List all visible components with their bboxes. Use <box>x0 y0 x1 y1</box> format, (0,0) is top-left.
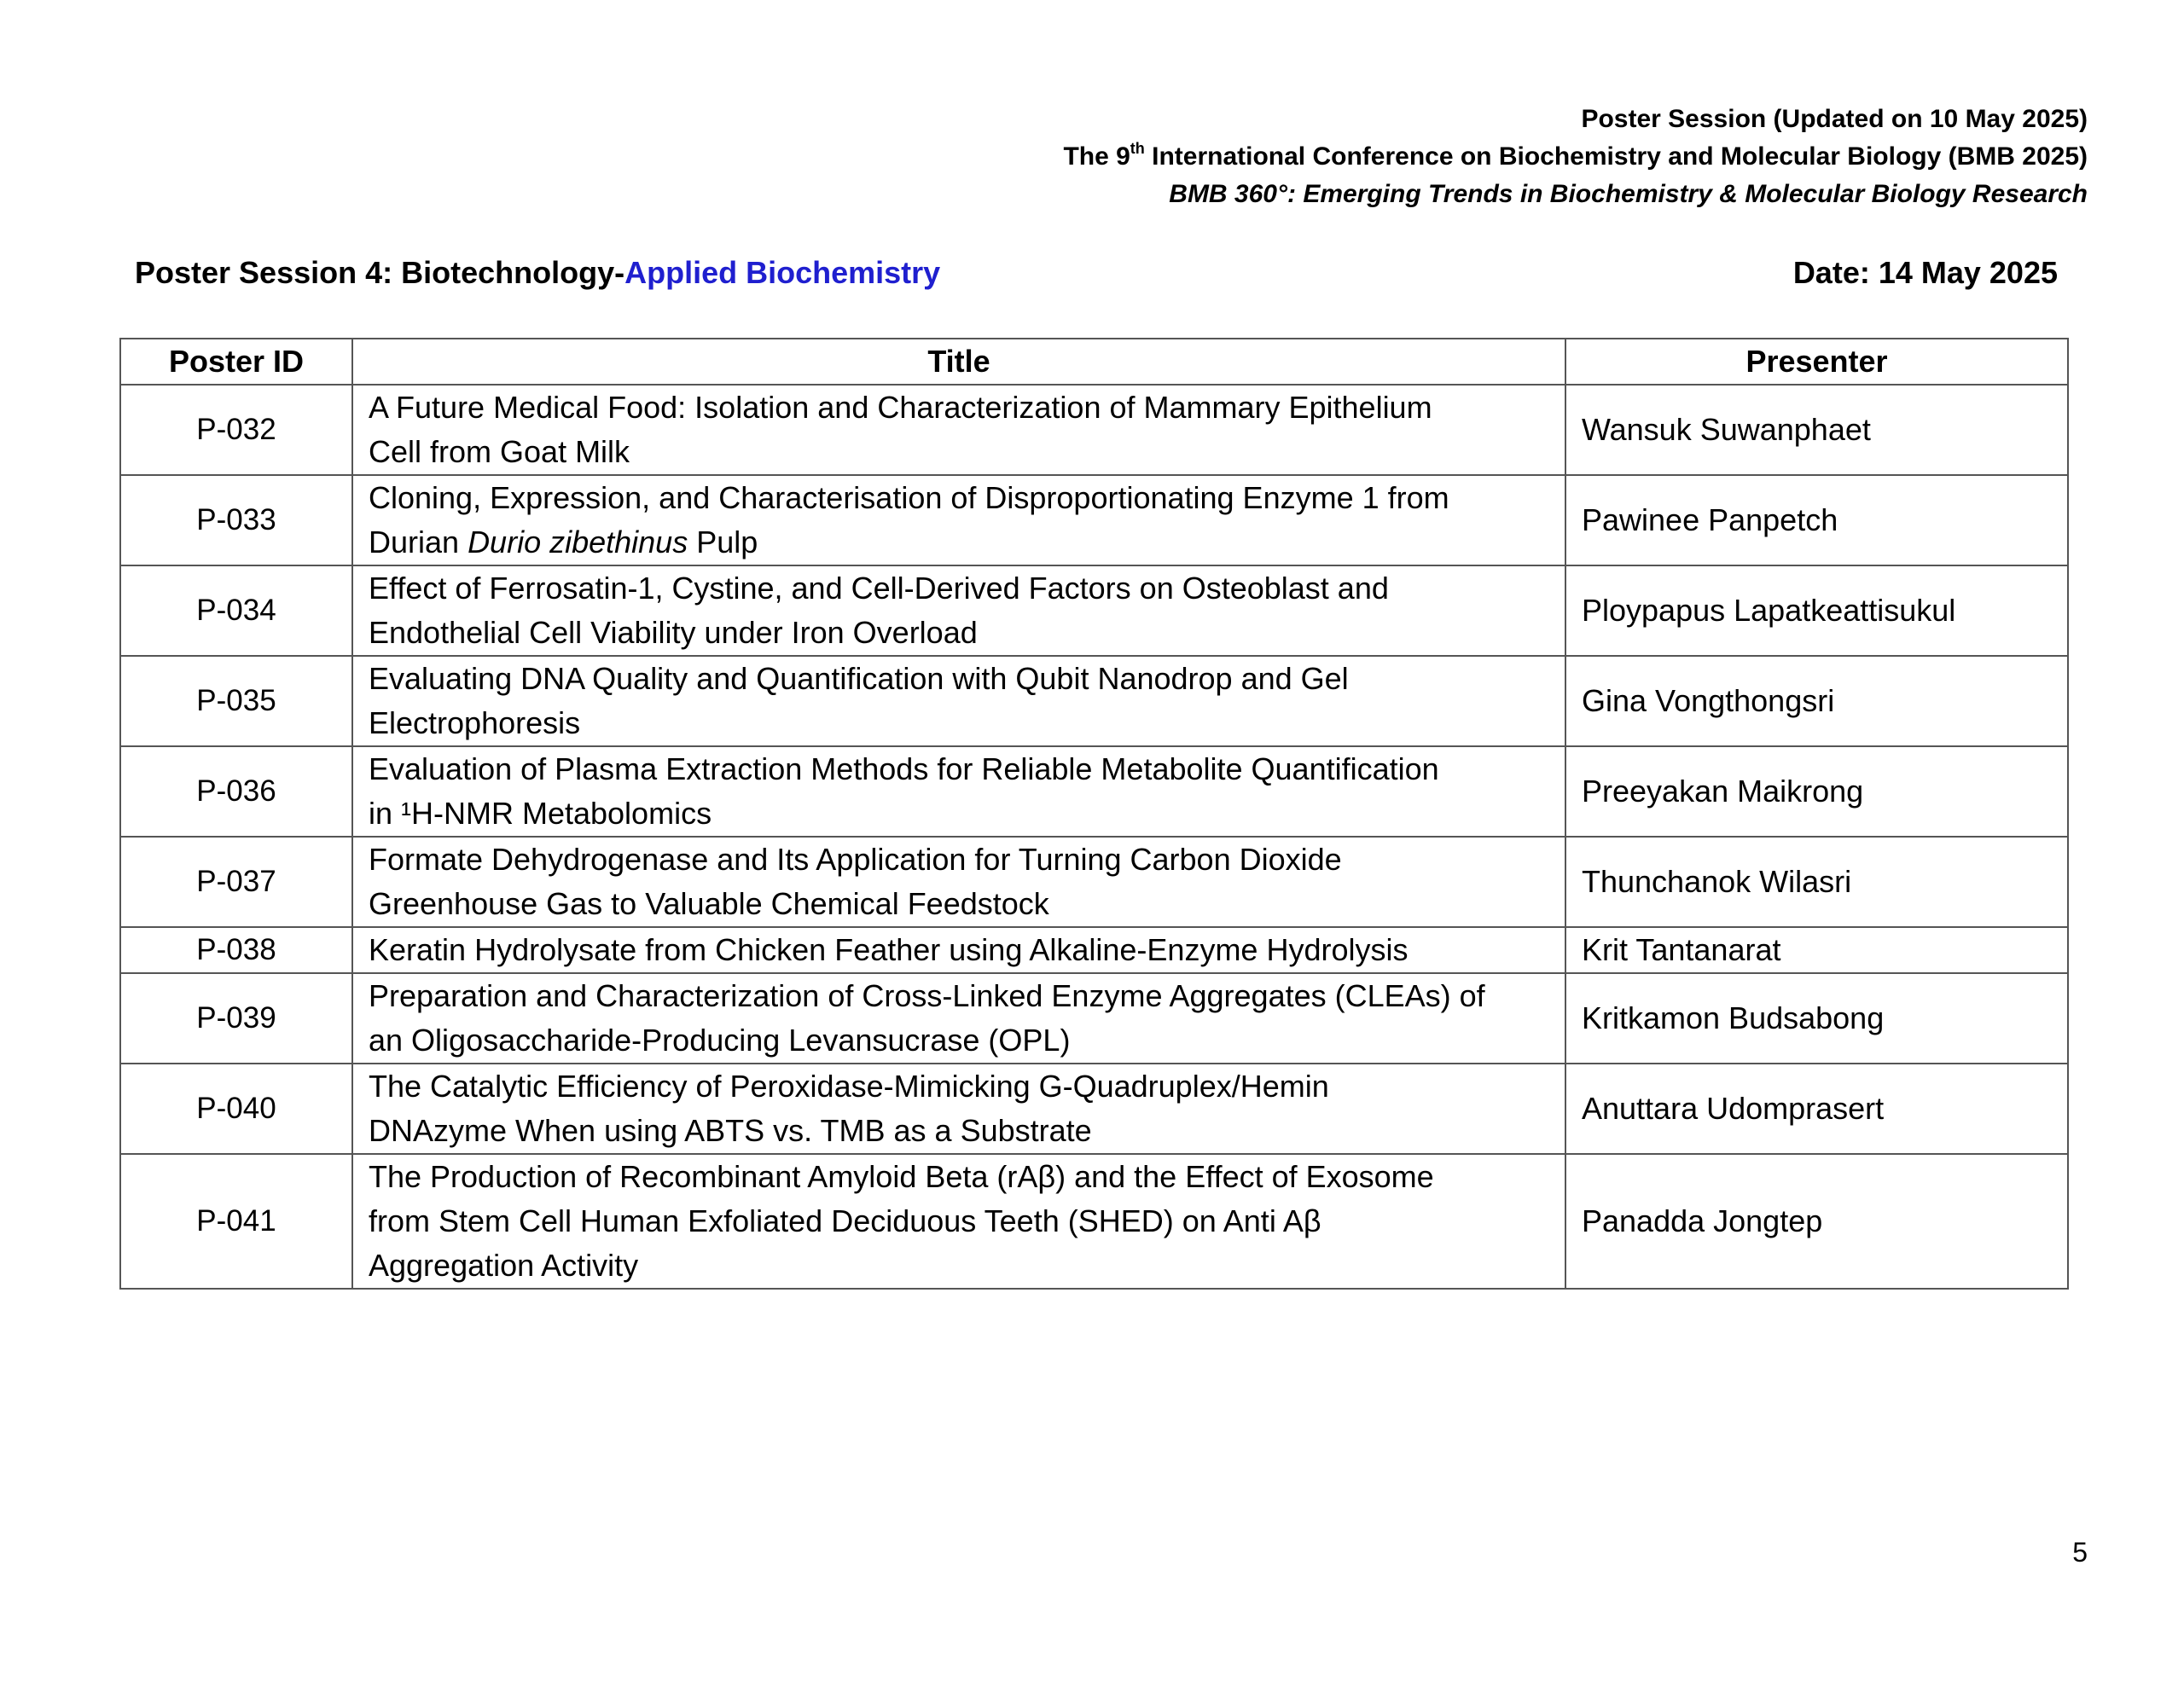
page-number: 5 <box>2072 1537 2088 1568</box>
header-line-3: BMB 360°: Emerging Trends in Biochemistry & Molecular Biology Research <box>1169 180 2088 208</box>
presenter-cell: Preeyakan Maikrong <box>1565 746 2068 837</box>
presenter-cell: Krit Tantanarat <box>1565 927 2068 973</box>
title-line-pre: Durian <box>369 525 468 559</box>
presenter-cell: Pawinee Panpetch <box>1565 475 2068 565</box>
title-cell <box>352 565 1565 656</box>
title-line: Evaluating DNA Quality and Quantification with Qubit Nanodrop and Gel <box>369 661 1349 696</box>
title-line: an Oligosaccharide-Producing Levansucrase (OPL) <box>369 1023 1071 1058</box>
title-line-post: Pulp <box>688 525 758 559</box>
poster-id-cell: P-041 <box>120 1154 352 1289</box>
poster-id-cell: P-039 <box>120 973 352 1064</box>
title-line: A Future Medical Food: Isolation and Characterization of Mammary Epithelium <box>369 390 1432 425</box>
presenter-cell: Ploypapus Lapatkeattisukul <box>1565 565 2068 656</box>
table-row <box>120 656 2068 746</box>
header-line-1: Poster Session (Updated on 10 May 2025) <box>1581 105 2088 133</box>
title-cell <box>352 656 1565 746</box>
column-header-poster-id: Poster ID <box>120 339 352 385</box>
title-line: Preparation and Characterization of Cross-Linked Enzyme Aggregates (CLEAs) of <box>369 978 1485 1013</box>
title-line: Endothelial Cell Viability under Iron Overload <box>369 615 978 650</box>
header-line-2 <box>1063 138 2088 176</box>
poster-id-cell: P-038 <box>120 927 352 973</box>
session-title-accent: Applied Biochemistry <box>624 255 941 290</box>
title-line: The Catalytic Efficiency of Peroxidase-Mimicking G-Quadruplex/Hemin <box>369 1069 1329 1104</box>
table-row <box>120 973 2068 1064</box>
title-line: Electrophoresis <box>369 705 581 740</box>
presenter-cell: Kritkamon Budsabong <box>1565 973 2068 1064</box>
table-row <box>120 475 2068 565</box>
title-line <box>369 520 1549 565</box>
title-line: Cloning, Expression, and Characterisation of Disproportionating Enzyme 1 from <box>369 480 1449 515</box>
title-line: Formate Dehydrogenase and Its Application for Turning Carbon Dioxide <box>369 842 1342 877</box>
table-row <box>120 385 2068 475</box>
title-line: Keratin Hydrolysate from Chicken Feather using Alkaline-Enzyme Hydrolysis <box>369 932 1409 967</box>
header-line-2-suffix: International Conference on Biochemistry and Molecular Biology (BMB 2025) <box>1144 142 2088 171</box>
table-row <box>120 837 2068 927</box>
poster-id-cell: P-034 <box>120 565 352 656</box>
header-line-2-prefix: The 9 <box>1063 142 1130 171</box>
title-cell <box>352 385 1565 475</box>
session-date: Date: 14 May 2025 <box>1792 255 2058 290</box>
title-line: DNAzyme When using ABTS vs. TMB as a Substrate <box>369 1113 1092 1148</box>
column-header-title: Title <box>352 339 1565 385</box>
table-row <box>120 1064 2068 1154</box>
session-title-prefix: Poster Session 4: Biotechnology- <box>135 255 625 290</box>
title-cell <box>352 1154 1565 1289</box>
document-header <box>1063 101 2088 213</box>
presenter-cell: Wansuk Suwanphaet <box>1565 385 2068 475</box>
poster-id-cell: P-035 <box>120 656 352 746</box>
poster-id-cell: P-040 <box>120 1064 352 1154</box>
poster-id-cell: P-036 <box>120 746 352 837</box>
title-cell <box>352 746 1565 837</box>
title-cell <box>352 475 1565 565</box>
title-line: Effect of Ferrosatin-1, Cystine, and Cell-Derived Factors on Osteoblast and <box>369 571 1389 606</box>
poster-id-cell: P-032 <box>120 385 352 475</box>
title-line: Cell from Goat Milk <box>369 434 630 469</box>
poster-table <box>119 338 2069 1290</box>
title-cell <box>352 1064 1565 1154</box>
title-cell <box>352 973 1565 1064</box>
table-row <box>120 746 2068 837</box>
table-header-row <box>120 339 2068 385</box>
species-name: Durio zibethinus <box>468 525 688 559</box>
title-line: from Stem Cell Human Exfoliated Deciduous Teeth (SHED) on Anti Aβ <box>369 1203 1321 1238</box>
presenter-cell: Gina Vongthongsri <box>1565 656 2068 746</box>
presenter-cell: Thunchanok Wilasri <box>1565 837 2068 927</box>
table-row <box>120 927 2068 973</box>
session-title <box>135 252 940 293</box>
title-cell <box>352 927 1565 973</box>
presenter-cell: Anuttara Udomprasert <box>1565 1064 2068 1154</box>
column-header-presenter: Presenter <box>1565 339 2068 385</box>
title-line: Aggregation Activity <box>369 1248 639 1283</box>
title-line: Evaluation of Plasma Extraction Methods for Reliable Metabolite Quantification <box>369 751 1439 786</box>
table-row <box>120 1154 2068 1289</box>
title-line: The Production of Recombinant Amyloid Beta (rAβ) and the Effect of Exosome <box>369 1159 1434 1194</box>
title-line: Greenhouse Gas to Valuable Chemical Feedstock <box>369 886 1049 921</box>
title-cell <box>352 837 1565 927</box>
header-line-2-sup: th <box>1130 140 1145 157</box>
title-line: in ¹H-NMR Metabolomics <box>369 796 712 831</box>
presenter-cell: Panadda Jongtep <box>1565 1154 2068 1289</box>
poster-id-cell: P-037 <box>120 837 352 927</box>
table-row <box>120 565 2068 656</box>
poster-id-cell: P-033 <box>120 475 352 565</box>
